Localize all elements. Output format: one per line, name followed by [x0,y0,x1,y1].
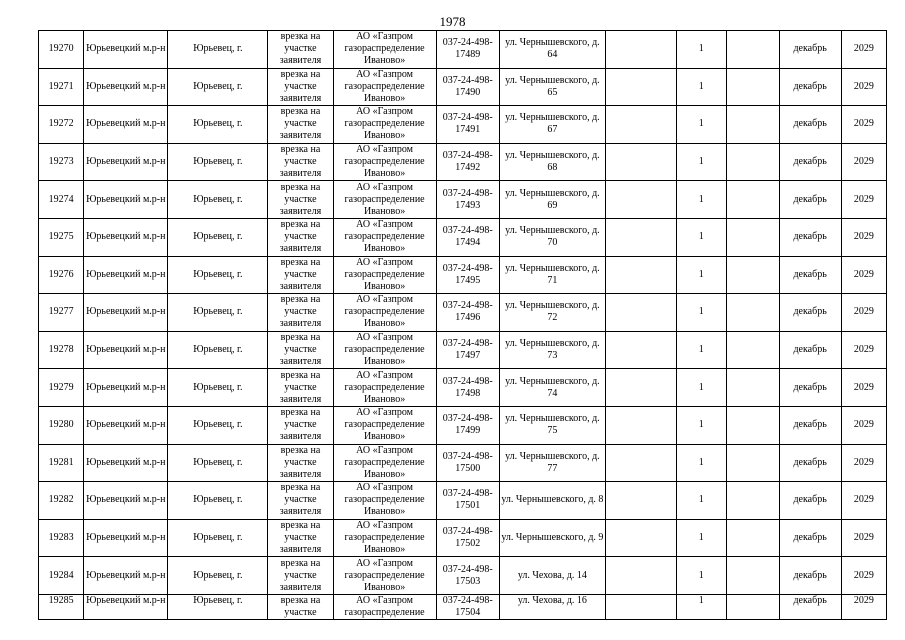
organization-cell: АО «Газпром газораспределение Иваново» [333,482,436,520]
settlement-cell: Юрьевец, г. [168,406,268,444]
quantity-cell: 1 [676,406,727,444]
settlement-cell: Юрьевец, г. [168,331,268,369]
empty-cell [606,444,676,482]
year-cell: 2029 [841,406,886,444]
empty-gap-cell [727,331,780,369]
empty-gap-cell [727,594,780,619]
page-number: 1978 [439,14,466,29]
empty-gap-cell [727,143,780,181]
address-cell: ул. Чернышевского, д. 72 [499,294,605,332]
quantity-cell: 1 [676,143,727,181]
table-row [39,218,887,256]
month-cell: декабрь [779,218,841,256]
address-cell: ул. Чернышевского, д. 65 [499,68,605,106]
quantity-cell: 1 [676,482,727,520]
quantity-cell: 1 [676,369,727,407]
row-number: 19275 [39,218,84,256]
row-number: 19279 [39,369,84,407]
organization-cell: АО «Газпром газораспределение Иваново» [333,444,436,482]
month-cell: декабрь [779,181,841,219]
row-number: 19272 [39,106,84,144]
connection-type-cell: врезка на участке заявителя [268,106,333,144]
row-number: 19280 [39,406,84,444]
empty-gap-cell [727,294,780,332]
year-cell: 2029 [841,256,886,294]
district-cell: Юрьевецкий м.р-н [84,106,168,144]
organization-cell: АО «Газпром газораспределение Иваново» [333,557,436,595]
address-cell: ул. Чернышевского, д. 74 [499,369,605,407]
table-row [39,406,887,444]
row-number: 19274 [39,181,84,219]
organization-cell: АО «Газпром газораспределение Иваново» [333,369,436,407]
organization-cell: АО «Газпром газораспределение Иваново» [333,106,436,144]
empty-gap-cell [727,218,780,256]
district-cell: Юрьевецкий м.р-н [84,68,168,106]
quantity-cell: 1 [676,331,727,369]
quantity-cell: 1 [676,68,727,106]
object-code-cell: 037-24-498-17495 [436,256,499,294]
empty-gap-cell [727,31,780,69]
district-cell: Юрьевецкий м.р-н [84,181,168,219]
district-cell: Юрьевецкий м.р-н [84,331,168,369]
empty-gap-cell [727,68,780,106]
district-cell: Юрьевецкий м.р-н [84,594,168,619]
organization-cell: АО «Газпром газораспределение Иваново» [333,406,436,444]
object-code-cell: 037-24-498-17500 [436,444,499,482]
empty-cell [606,68,676,106]
table-row [39,294,887,332]
month-cell: декабрь [779,143,841,181]
empty-gap-cell [727,369,780,407]
year-cell: 2029 [841,519,886,557]
empty-cell [606,519,676,557]
connection-type-cell: врезка на участке [268,594,333,619]
table-row [39,31,887,69]
settlement-cell: Юрьевец, г. [168,181,268,219]
empty-cell [606,181,676,219]
address-cell: ул. Чехова, д. 16 [499,594,605,619]
month-cell: декабрь [779,106,841,144]
month-cell: декабрь [779,369,841,407]
quantity-cell: 1 [676,444,727,482]
settlement-cell: Юрьевец, г. [168,444,268,482]
table-row [39,68,887,106]
object-code-cell: 037-24-498-17496 [436,294,499,332]
organization-cell: АО «Газпром газораспределение Иваново» [333,31,436,69]
empty-cell [606,482,676,520]
district-cell: Юрьевецкий м.р-н [84,444,168,482]
row-number: 19277 [39,294,84,332]
connection-type-cell: врезка на участке заявителя [268,482,333,520]
organization-cell: АО «Газпром газораспределение Иваново» [333,68,436,106]
connection-type-cell: врезка на участке заявителя [268,369,333,407]
settlement-cell: Юрьевец, г. [168,519,268,557]
address-cell: ул. Чернышевского, д. 75 [499,406,605,444]
month-cell: декабрь [779,31,841,69]
year-cell: 2029 [841,68,886,106]
connection-type-cell: врезка на участке заявителя [268,181,333,219]
organization-cell: АО «Газпром газораспределение Иваново» [333,218,436,256]
object-code-cell: 037-24-498-17493 [436,181,499,219]
connection-type-cell: врезка на участке заявителя [268,68,333,106]
year-cell: 2029 [841,557,886,595]
month-cell: декабрь [779,331,841,369]
empty-gap-cell [727,482,780,520]
object-code-cell: 037-24-498-17489 [436,31,499,69]
organization-cell: АО «Газпром газораспределение Иваново» [333,143,436,181]
year-cell: 2029 [841,482,886,520]
address-cell: ул. Чернышевского, д. 8 [499,482,605,520]
object-code-cell: 037-24-498-17492 [436,143,499,181]
connection-type-cell: врезка на участке заявителя [268,406,333,444]
table-row [39,143,887,181]
settlement-cell: Юрьевец, г. [168,482,268,520]
empty-cell [606,143,676,181]
district-cell: Юрьевецкий м.р-н [84,31,168,69]
settlement-cell: Юрьевец, г. [168,369,268,407]
year-cell: 2029 [841,106,886,144]
connection-type-cell: врезка на участке заявителя [268,256,333,294]
organization-cell: АО «Газпром газораспределение Иваново» [333,181,436,219]
district-cell: Юрьевецкий м.р-н [84,256,168,294]
empty-cell [606,406,676,444]
row-number: 19281 [39,444,84,482]
empty-gap-cell [727,444,780,482]
connection-type-cell: врезка на участке заявителя [268,31,333,69]
connection-type-cell: врезка на участке заявителя [268,143,333,181]
row-number: 19278 [39,331,84,369]
year-cell: 2029 [841,331,886,369]
quantity-cell: 1 [676,31,727,69]
district-cell: Юрьевецкий м.р-н [84,482,168,520]
district-cell: Юрьевецкий м.р-н [84,519,168,557]
organization-cell: АО «Газпром газораспределение [333,594,436,619]
row-number: 19283 [39,519,84,557]
quantity-cell: 1 [676,557,727,595]
empty-gap-cell [727,256,780,294]
month-cell: декабрь [779,444,841,482]
object-code-cell: 037-24-498-17490 [436,68,499,106]
quantity-cell: 1 [676,218,727,256]
connection-type-cell: врезка на участке заявителя [268,331,333,369]
year-cell: 2029 [841,294,886,332]
organization-cell: АО «Газпром газораспределение Иваново» [333,294,436,332]
object-code-cell: 037-24-498-17502 [436,519,499,557]
empty-cell [606,294,676,332]
row-number: 19284 [39,557,84,595]
quantity-cell: 1 [676,294,727,332]
table-row [39,256,887,294]
month-cell: декабрь [779,406,841,444]
object-code-cell: 037-24-498-17504 [436,594,499,619]
district-cell: Юрьевецкий м.р-н [84,369,168,407]
year-cell: 2029 [841,594,886,619]
district-cell: Юрьевецкий м.р-н [84,557,168,595]
connection-type-cell: врезка на участке заявителя [268,557,333,595]
address-cell: ул. Чернышевского, д. 70 [499,218,605,256]
empty-gap-cell [727,406,780,444]
row-number: 19285 [39,594,84,619]
row-number: 19282 [39,482,84,520]
address-cell: ул. Чернышевского, д. 71 [499,256,605,294]
table-row [39,594,887,619]
address-cell: ул. Чехова, д. 14 [499,557,605,595]
connection-type-cell: врезка на участке заявителя [268,519,333,557]
year-cell: 2029 [841,143,886,181]
gasification-table [38,30,887,620]
address-cell: ул. Чернышевского, д. 68 [499,143,605,181]
year-cell: 2029 [841,369,886,407]
settlement-cell: Юрьевец, г. [168,31,268,69]
settlement-cell: Юрьевец, г. [168,143,268,181]
object-code-cell: 037-24-498-17499 [436,406,499,444]
table-row [39,181,887,219]
year-cell: 2029 [841,181,886,219]
address-cell: ул. Чернышевского, д. 9 [499,519,605,557]
address-cell: ул. Чернышевского, д. 77 [499,444,605,482]
quantity-cell: 1 [676,519,727,557]
month-cell: декабрь [779,482,841,520]
table-row [39,519,887,557]
table-body [39,31,887,620]
year-cell: 2029 [841,444,886,482]
table-row [39,331,887,369]
quantity-cell: 1 [676,106,727,144]
table-row [39,444,887,482]
connection-type-cell: врезка на участке заявителя [268,444,333,482]
month-cell: декабрь [779,256,841,294]
settlement-cell: Юрьевец, г. [168,594,268,619]
empty-gap-cell [727,181,780,219]
row-number: 19271 [39,68,84,106]
settlement-cell: Юрьевец, г. [168,106,268,144]
quantity-cell: 1 [676,594,727,619]
month-cell: декабрь [779,557,841,595]
settlement-cell: Юрьевец, г. [168,218,268,256]
settlement-cell: Юрьевец, г. [168,256,268,294]
organization-cell: АО «Газпром газораспределение Иваново» [333,256,436,294]
empty-cell [606,256,676,294]
object-code-cell: 037-24-498-17491 [436,106,499,144]
object-code-cell: 037-24-498-17497 [436,331,499,369]
empty-cell [606,331,676,369]
quantity-cell: 1 [676,181,727,219]
connection-type-cell: врезка на участке заявителя [268,294,333,332]
settlement-cell: Юрьевец, г. [168,294,268,332]
table-row [39,106,887,144]
object-code-cell: 037-24-498-17498 [436,369,499,407]
table-row [39,482,887,520]
district-cell: Юрьевецкий м.р-н [84,294,168,332]
empty-cell [606,594,676,619]
month-cell: декабрь [779,519,841,557]
district-cell: Юрьевецкий м.р-н [84,218,168,256]
row-number: 19270 [39,31,84,69]
address-cell: ул. Чернышевского, д. 69 [499,181,605,219]
district-cell: Юрьевецкий м.р-н [84,143,168,181]
row-number: 19273 [39,143,84,181]
table-row [39,557,887,595]
table-row [39,369,887,407]
settlement-cell: Юрьевец, г. [168,557,268,595]
empty-cell [606,31,676,69]
empty-cell [606,218,676,256]
district-cell: Юрьевецкий м.р-н [84,406,168,444]
address-cell: ул. Чернышевского, д. 64 [499,31,605,69]
quantity-cell: 1 [676,256,727,294]
month-cell: декабрь [779,68,841,106]
address-cell: ул. Чернышевского, д. 67 [499,106,605,144]
object-code-cell: 037-24-498-17503 [436,557,499,595]
month-cell: декабрь [779,594,841,619]
empty-cell [606,106,676,144]
year-cell: 2029 [841,218,886,256]
organization-cell: АО «Газпром газораспределение Иваново» [333,519,436,557]
empty-cell [606,369,676,407]
empty-gap-cell [727,557,780,595]
organization-cell: АО «Газпром газораспределение Иваново» [333,331,436,369]
empty-gap-cell [727,106,780,144]
settlement-cell: Юрьевец, г. [168,68,268,106]
row-number: 19276 [39,256,84,294]
connection-type-cell: врезка на участке заявителя [268,218,333,256]
month-cell: декабрь [779,294,841,332]
year-cell: 2029 [841,31,886,69]
empty-cell [606,557,676,595]
address-cell: ул. Чернышевского, д. 73 [499,331,605,369]
empty-gap-cell [727,519,780,557]
object-code-cell: 037-24-498-17494 [436,218,499,256]
object-code-cell: 037-24-498-17501 [436,482,499,520]
